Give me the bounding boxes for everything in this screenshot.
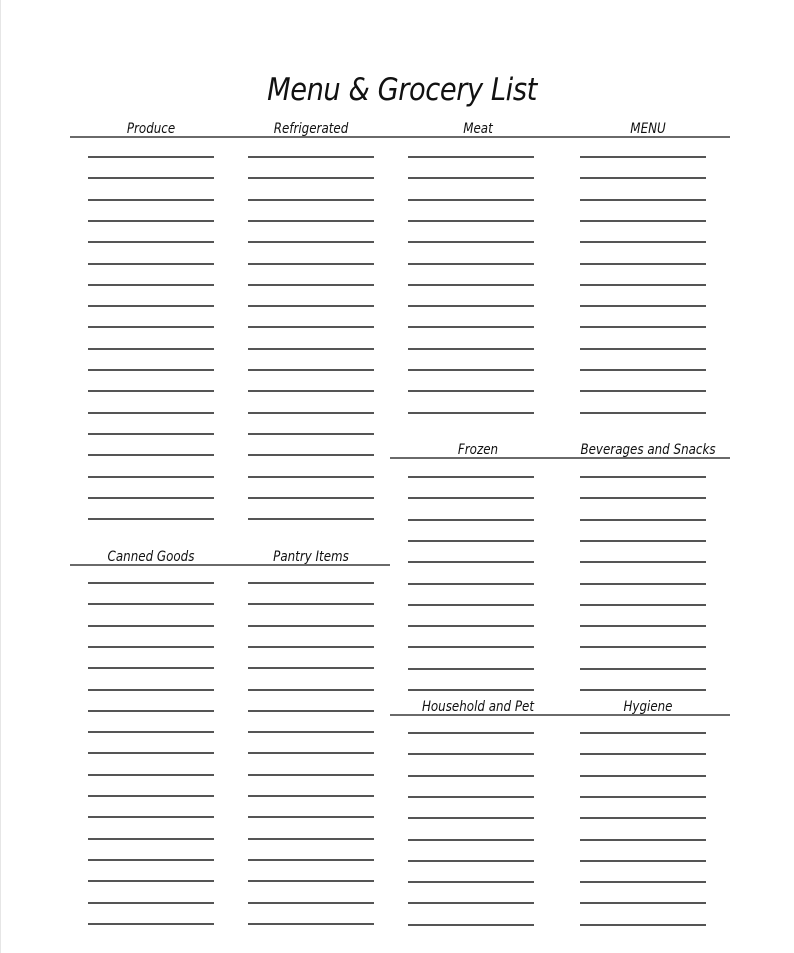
- section-header-hygiene: Hygiene: [623, 699, 673, 715]
- write-in-line[interactable]: [580, 583, 706, 585]
- write-in-line[interactable]: [580, 732, 706, 734]
- write-in-line[interactable]: [248, 497, 374, 499]
- write-in-line[interactable]: [580, 817, 706, 819]
- write-in-line[interactable]: [408, 604, 534, 606]
- write-in-line[interactable]: [580, 540, 706, 542]
- page-edge: [0, 0, 1, 953]
- write-in-line[interactable]: [580, 561, 706, 563]
- write-in-line[interactable]: [580, 305, 706, 307]
- section-header-household: Household and Pet: [421, 699, 535, 715]
- write-in-line[interactable]: [408, 540, 534, 542]
- write-in-line[interactable]: [580, 476, 706, 478]
- write-in-line[interactable]: [88, 667, 214, 669]
- write-in-line[interactable]: [248, 348, 374, 350]
- write-in-line[interactable]: [248, 284, 374, 286]
- write-in-line[interactable]: [580, 668, 706, 670]
- write-in-line[interactable]: [248, 518, 374, 520]
- write-in-line[interactable]: [408, 220, 534, 222]
- write-in-line[interactable]: [88, 752, 214, 754]
- write-in-line[interactable]: [88, 241, 214, 243]
- write-in-line[interactable]: [408, 775, 534, 777]
- write-in-line[interactable]: [580, 390, 706, 392]
- section-header-produce: Produce: [126, 121, 176, 137]
- write-in-line[interactable]: [408, 817, 534, 819]
- write-in-line[interactable]: [88, 263, 214, 265]
- write-in-line[interactable]: [248, 731, 374, 733]
- write-in-line[interactable]: [408, 263, 534, 265]
- write-in-line[interactable]: [408, 753, 534, 755]
- write-in-line[interactable]: [580, 796, 706, 798]
- write-in-line[interactable]: [248, 710, 374, 712]
- write-in-line[interactable]: [580, 625, 706, 627]
- write-in-line[interactable]: [248, 390, 374, 392]
- write-in-line[interactable]: [408, 156, 534, 158]
- write-in-line[interactable]: [88, 603, 214, 605]
- write-in-line[interactable]: [408, 348, 534, 350]
- write-in-line[interactable]: [408, 689, 534, 691]
- write-in-line[interactable]: [88, 454, 214, 456]
- write-in-line[interactable]: [248, 433, 374, 435]
- write-in-line[interactable]: [580, 519, 706, 521]
- write-in-line[interactable]: [408, 881, 534, 883]
- section-header-meat: Meat: [463, 121, 493, 137]
- write-in-line[interactable]: [408, 668, 534, 670]
- write-in-line[interactable]: [408, 902, 534, 904]
- write-in-line[interactable]: [248, 774, 374, 776]
- write-in-line[interactable]: [248, 880, 374, 882]
- write-in-line[interactable]: [88, 177, 214, 179]
- write-in-line[interactable]: [248, 625, 374, 627]
- write-in-line[interactable]: [408, 839, 534, 841]
- section-header-beverages: Beverages and Snacks: [580, 442, 716, 458]
- section-header-pantry: Pantry Items: [273, 549, 349, 565]
- write-in-line[interactable]: [88, 923, 214, 925]
- write-in-line[interactable]: [580, 241, 706, 243]
- write-in-line[interactable]: [248, 582, 374, 584]
- write-in-line[interactable]: [408, 796, 534, 798]
- write-in-line[interactable]: [248, 305, 374, 307]
- write-in-line[interactable]: [248, 859, 374, 861]
- write-in-line[interactable]: [408, 561, 534, 563]
- write-in-line[interactable]: [580, 326, 706, 328]
- write-in-line[interactable]: [408, 476, 534, 478]
- write-in-line[interactable]: [88, 199, 214, 201]
- write-in-line[interactable]: [580, 689, 706, 691]
- write-in-line[interactable]: [408, 390, 534, 392]
- write-in-line[interactable]: [408, 326, 534, 328]
- write-in-line[interactable]: [88, 880, 214, 882]
- write-in-line[interactable]: [248, 454, 374, 456]
- write-in-line[interactable]: [248, 263, 374, 265]
- write-in-line[interactable]: [248, 177, 374, 179]
- write-in-line[interactable]: [88, 412, 214, 414]
- write-in-line[interactable]: [408, 732, 534, 734]
- write-in-line[interactable]: [88, 348, 214, 350]
- write-in-line[interactable]: [408, 241, 534, 243]
- write-in-line[interactable]: [88, 284, 214, 286]
- write-in-line[interactable]: [408, 625, 534, 627]
- write-in-line[interactable]: [88, 859, 214, 861]
- section-header-refrigerated: Refrigerated: [273, 121, 349, 137]
- write-in-line[interactable]: [88, 731, 214, 733]
- write-in-line[interactable]: [408, 497, 534, 499]
- write-in-line[interactable]: [88, 710, 214, 712]
- write-in-line[interactable]: [580, 497, 706, 499]
- write-in-line[interactable]: [248, 902, 374, 904]
- write-in-line[interactable]: [580, 839, 706, 841]
- write-in-line[interactable]: [408, 860, 534, 862]
- write-in-line[interactable]: [580, 369, 706, 371]
- write-in-line[interactable]: [580, 646, 706, 648]
- write-in-line[interactable]: [248, 838, 374, 840]
- write-in-line[interactable]: [88, 816, 214, 818]
- write-in-line[interactable]: [248, 326, 374, 328]
- write-in-line[interactable]: [248, 667, 374, 669]
- write-in-line[interactable]: [88, 156, 214, 158]
- section-header-canned: Canned Goods: [107, 549, 195, 565]
- write-in-line[interactable]: [408, 369, 534, 371]
- write-in-line[interactable]: [580, 412, 706, 414]
- write-in-line[interactable]: [88, 795, 214, 797]
- section-header-menu: MENU: [630, 121, 666, 137]
- write-in-line[interactable]: [580, 263, 706, 265]
- write-in-line[interactable]: [408, 646, 534, 648]
- write-in-line[interactable]: [580, 199, 706, 201]
- write-in-line[interactable]: [580, 775, 706, 777]
- write-in-line[interactable]: [580, 881, 706, 883]
- write-in-line[interactable]: [88, 326, 214, 328]
- write-in-line[interactable]: [88, 305, 214, 307]
- write-in-line[interactable]: [88, 433, 214, 435]
- write-in-line[interactable]: [88, 774, 214, 776]
- write-in-line[interactable]: [408, 284, 534, 286]
- write-in-line[interactable]: [88, 902, 214, 904]
- write-in-line[interactable]: [248, 220, 374, 222]
- write-in-line[interactable]: [88, 646, 214, 648]
- write-in-line[interactable]: [88, 220, 214, 222]
- write-in-line[interactable]: [580, 902, 706, 904]
- write-in-line[interactable]: [88, 369, 214, 371]
- write-in-line[interactable]: [248, 795, 374, 797]
- write-in-line[interactable]: [88, 582, 214, 584]
- write-in-line[interactable]: [408, 199, 534, 201]
- write-in-line[interactable]: [88, 689, 214, 691]
- write-in-line[interactable]: [408, 177, 534, 179]
- write-in-line[interactable]: [248, 689, 374, 691]
- write-in-line[interactable]: [580, 156, 706, 158]
- write-in-line[interactable]: [580, 924, 706, 926]
- page-title: Menu & Grocery List: [267, 72, 537, 108]
- write-in-line[interactable]: [408, 924, 534, 926]
- write-in-line[interactable]: [248, 199, 374, 201]
- write-in-line[interactable]: [408, 519, 534, 521]
- write-in-line[interactable]: [248, 476, 374, 478]
- write-in-line[interactable]: [248, 816, 374, 818]
- write-in-line[interactable]: [88, 476, 214, 478]
- write-in-line[interactable]: [248, 923, 374, 925]
- write-in-line[interactable]: [408, 412, 534, 414]
- write-in-line[interactable]: [580, 860, 706, 862]
- write-in-line[interactable]: [248, 412, 374, 414]
- write-in-line[interactable]: [248, 156, 374, 158]
- write-in-line[interactable]: [408, 583, 534, 585]
- write-in-line[interactable]: [580, 348, 706, 350]
- write-in-line[interactable]: [88, 390, 214, 392]
- section-header-frozen: Frozen: [457, 442, 499, 458]
- write-in-line[interactable]: [580, 604, 706, 606]
- write-in-line[interactable]: [248, 241, 374, 243]
- write-in-line[interactable]: [88, 497, 214, 499]
- write-in-line[interactable]: [580, 284, 706, 286]
- write-in-line[interactable]: [580, 220, 706, 222]
- write-in-line[interactable]: [88, 625, 214, 627]
- write-in-line[interactable]: [248, 369, 374, 371]
- write-in-line[interactable]: [408, 305, 534, 307]
- write-in-line[interactable]: [248, 603, 374, 605]
- write-in-line[interactable]: [88, 838, 214, 840]
- write-in-line[interactable]: [88, 518, 214, 520]
- write-in-line[interactable]: [248, 752, 374, 754]
- write-in-line[interactable]: [580, 753, 706, 755]
- write-in-line[interactable]: [248, 646, 374, 648]
- write-in-line[interactable]: [580, 177, 706, 179]
